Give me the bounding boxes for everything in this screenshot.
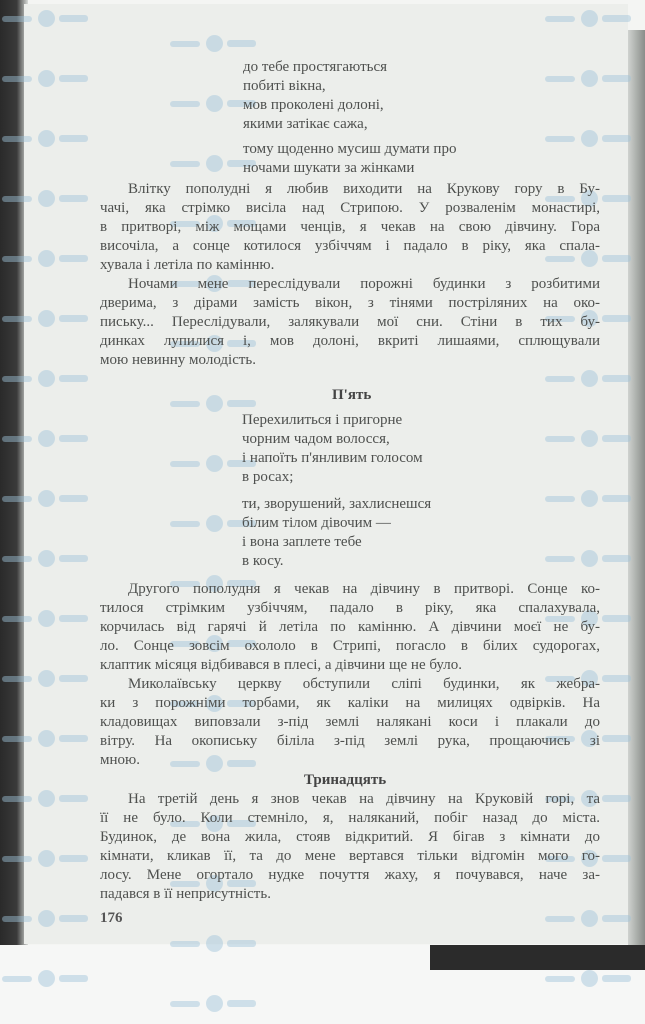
- poem-stanza: [243, 58, 387, 134]
- text-line: кімнати, кликав її, та до мене вертався тільки відгомін мого го-: [100, 848, 600, 864]
- page-number: 176: [100, 910, 123, 926]
- text-line: ти, зворушений, захлиснешся: [242, 496, 432, 512]
- text-line: до тебе простягаються: [243, 59, 388, 75]
- text-line: і напоїть п'янливим голосом: [242, 450, 423, 466]
- text-line: в косу.: [242, 553, 284, 569]
- text-line: вітру. На окопиську біліла з-під землі рука, прощаючись зі: [100, 733, 600, 749]
- text-line: кладовищах виповзали з-під землі налякані коси і плакали до: [100, 714, 600, 730]
- text-line: Миколаївську церкву обступили сліпі будинки, як жебра-: [128, 676, 600, 692]
- text-line: чачі, яка стрімко висіла над Стрипою. У розваленім монастирі,: [100, 200, 600, 216]
- text-line: ки з порожніми торбами, як каліки на милицях одвірків. На: [100, 695, 600, 711]
- text-line: падався в її неприсутність.: [100, 886, 271, 902]
- text-line: На третій день я знов чекав на дівчину на Круковій горі, та: [128, 791, 600, 807]
- text-line: в притворі, між мощами ченців, я чекав на свою дівчину. Гора: [100, 219, 600, 235]
- section-heading: П'ять: [332, 387, 372, 403]
- text-line: корчилась від гарячі й летіла по камінню. А дівчини моєї не бу-: [100, 619, 600, 635]
- text-line: мою невинну молодість.: [100, 352, 256, 368]
- text-line: якими затікає сажа,: [243, 116, 368, 132]
- page-edge-shadow: [628, 30, 645, 945]
- poem-stanza: [242, 411, 423, 487]
- text-line: Другого пополудня я чекав на дівчину в притворі. Сонце ко-: [128, 581, 600, 597]
- scan-dark-band: [430, 945, 645, 970]
- text-line: дверима, з дірами замість вікон, з тінями постріляних на око-: [100, 295, 600, 311]
- text-line: лосу. Мене огортало нудке почуття жаху, я почувався, наче за-: [100, 867, 600, 883]
- text-line: ло. Сонце зовсім охололо в Стрипі, погасло в білих судорогах,: [100, 638, 600, 654]
- poem-stanza: [243, 140, 456, 178]
- paragraph: [100, 580, 600, 675]
- paragraph: [100, 790, 600, 904]
- text-line: тилося стрімким узбіччям, падало в ріку, яка спалахувала,: [100, 600, 600, 616]
- paragraph: [100, 180, 600, 275]
- text-line: і вона заплете тебе: [242, 534, 362, 550]
- text-line: височіла, а сонце котилося узбіччям і падало в ріку, яка спала-: [100, 238, 600, 254]
- text-line: хувала і летіла по камінню.: [100, 257, 275, 273]
- text-line: ночами шукати за жінками: [243, 160, 415, 176]
- text-line: мною.: [100, 752, 140, 768]
- text-line: в росах;: [242, 469, 294, 485]
- text-line: Будинок, де вона жила, стояв відкритий. Я бігав з кімнати до: [100, 829, 600, 845]
- paragraph: [100, 675, 600, 770]
- text-line: Влітку пополудні я любив виходити на Крукову гору в Бу-: [128, 181, 600, 197]
- poem-stanza: [242, 495, 431, 571]
- scan-margin: [430, 970, 645, 1024]
- text-line: чорним чадом волосся,: [242, 431, 390, 447]
- text-line: її не було. Коли стемніло, я, наляканий, побіг назад до міста.: [100, 810, 600, 826]
- text-line: мов проколені долоні,: [243, 97, 384, 113]
- scan-margin: [0, 945, 430, 1024]
- text-line: клаптик місяця відбивався в плесі, а дівчини ще не було.: [100, 657, 462, 673]
- text-line: Перехилиться і пригорне: [242, 412, 403, 428]
- paragraph: [100, 275, 600, 370]
- text-line: письку... Переслідували, залякували мої сни. Стіни в тих бу-: [100, 314, 600, 330]
- text-line: побиті вікна,: [243, 78, 326, 94]
- section-heading: Тринадцять: [304, 772, 387, 788]
- text-line: Ночами мене переслідували порожні будинки з розбитими: [128, 276, 600, 292]
- text-line: тому щоденно мусиш думати про: [243, 141, 457, 157]
- text-line: динках лупилися і, мов долоні, вкриті лишаями, сплющували: [100, 333, 600, 349]
- text-line: білим тілом дівочим —: [242, 515, 391, 531]
